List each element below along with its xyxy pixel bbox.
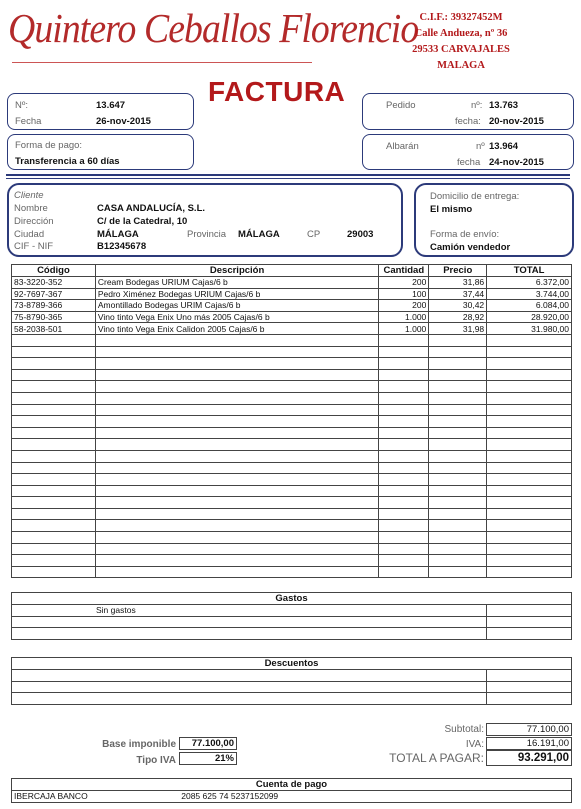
- payment-box: [7, 134, 194, 170]
- item-row: [12, 474, 572, 486]
- item-total: [487, 334, 572, 346]
- item-row: [12, 334, 572, 346]
- item-quantity: [379, 334, 429, 346]
- item-total: [487, 427, 572, 439]
- item-quantity: 1.000: [379, 323, 429, 335]
- item-price: [429, 427, 487, 439]
- item-code: [12, 474, 96, 486]
- item-description: [95, 416, 378, 428]
- item-description: [95, 485, 378, 497]
- item-price: [429, 334, 487, 346]
- gastos-amount: [487, 616, 572, 628]
- item-quantity: 1.000: [379, 311, 429, 323]
- total-value: 93.291,00: [486, 750, 572, 766]
- shipping-method: Camión vendedor: [430, 242, 511, 253]
- item-quantity: [379, 427, 429, 439]
- item-code: [12, 485, 96, 497]
- item-price: [429, 474, 487, 486]
- tipo-iva-label: Tipo IVA: [136, 755, 176, 766]
- divider-thick: [6, 174, 570, 176]
- item-total: [487, 381, 572, 393]
- document-title: FACTURA: [208, 76, 346, 107]
- order-number: 13.763: [489, 100, 519, 111]
- item-row: [12, 485, 572, 497]
- item-price: [429, 450, 487, 462]
- item-total: 3.744,00: [487, 288, 572, 300]
- delivery-note-number: 13.964: [489, 141, 519, 152]
- item-description: [95, 358, 378, 370]
- descuentos-row: [12, 670, 572, 682]
- item-total: [487, 369, 572, 381]
- brand-underline: [12, 62, 312, 63]
- tipo-iva-value: 21%: [179, 752, 237, 765]
- item-total: [487, 416, 572, 428]
- item-price: [429, 439, 487, 451]
- descuentos-row: [12, 681, 572, 693]
- item-row: [12, 555, 572, 567]
- shipping-method-label: Forma de envío:: [430, 229, 500, 240]
- item-price: [429, 532, 487, 544]
- invoice-num-label: Nº:: [15, 100, 28, 111]
- item-description: [95, 474, 378, 486]
- item-row: [12, 427, 572, 439]
- item-row: [12, 450, 572, 462]
- divider-thin: [6, 178, 570, 179]
- col-price-header: Precio: [429, 265, 487, 277]
- account-table: [11, 778, 572, 803]
- descuentos-amount: [487, 670, 572, 682]
- item-price: [429, 462, 487, 474]
- item-total: [487, 450, 572, 462]
- payment-method: Transferencia a 60 días: [15, 156, 120, 167]
- item-quantity: [379, 474, 429, 486]
- client-city-label: Ciudad: [14, 229, 45, 240]
- item-code: [12, 369, 96, 381]
- item-description: Vino tinto Vega Enix Uno más 2005 Cajas/6 b: [95, 311, 378, 323]
- item-description: [95, 508, 378, 520]
- item-quantity: [379, 508, 429, 520]
- item-description: [95, 369, 378, 381]
- item-quantity: [379, 416, 429, 428]
- item-row: [12, 439, 572, 451]
- item-quantity: [379, 358, 429, 370]
- item-code: [12, 543, 96, 555]
- item-row: [12, 323, 572, 335]
- item-row: [12, 543, 572, 555]
- item-description: [95, 404, 378, 416]
- item-code: [12, 555, 96, 567]
- item-quantity: 200: [379, 300, 429, 312]
- account-title: Cuenta de pago: [12, 779, 572, 791]
- item-description: Vino tinto Vega Enix Calidon 2005 Cajas/6 b: [95, 323, 378, 335]
- delivery-note-date-label: fecha: [457, 157, 481, 168]
- item-total: [487, 485, 572, 497]
- item-row: [12, 497, 572, 509]
- delivery-note-date: 24-nov-2015: [489, 157, 544, 168]
- item-description: [95, 334, 378, 346]
- item-total: [487, 566, 572, 578]
- item-quantity: [379, 381, 429, 393]
- item-code: [12, 358, 96, 370]
- gastos-table: [11, 592, 572, 640]
- order-date: 20-nov-2015: [489, 116, 544, 127]
- gastos-row: [12, 605, 572, 617]
- item-quantity: [379, 566, 429, 578]
- col-description-header: Descripción: [95, 265, 378, 277]
- item-code: [12, 450, 96, 462]
- item-description: [95, 462, 378, 474]
- item-description: [95, 566, 378, 578]
- iva-value: 16.191,00: [486, 737, 572, 750]
- item-description: Cream Bodegas URIUM Cajas/6 b: [95, 277, 378, 289]
- item-code: [12, 346, 96, 358]
- client-province-label: Provincia: [187, 229, 227, 240]
- item-description: Pedro Ximénez Bodegas URIUM Cajas/6 b: [95, 288, 378, 300]
- item-quantity: [379, 532, 429, 544]
- company-name: Quintero Ceballos Florencio: [8, 5, 419, 51]
- item-price: [429, 358, 487, 370]
- item-row: [12, 288, 572, 300]
- subtotal-label: Subtotal:: [444, 724, 484, 735]
- client-box: [7, 183, 403, 257]
- item-total: [487, 520, 572, 532]
- item-description: [95, 392, 378, 404]
- order-date-label: fecha:: [455, 116, 481, 127]
- item-total: [487, 358, 572, 370]
- item-row: [12, 277, 572, 289]
- item-price: [429, 485, 487, 497]
- col-code-header: Código: [12, 265, 96, 277]
- item-row: [12, 520, 572, 532]
- company-info: [381, 10, 541, 74]
- item-code: 58-2038-501: [12, 323, 96, 335]
- item-quantity: [379, 439, 429, 451]
- item-description: [95, 520, 378, 532]
- items-header-row: [12, 265, 572, 277]
- item-total: [487, 497, 572, 509]
- account-number: 2085 625 74 5237152099: [179, 791, 571, 803]
- invoice-date-label: Fecha: [15, 116, 42, 127]
- item-total: 6.372,00: [487, 277, 572, 289]
- invoice-date: 26-nov-2015: [96, 116, 151, 127]
- item-total: [487, 532, 572, 544]
- order-label: Pedido: [386, 100, 416, 111]
- item-total: [487, 439, 572, 451]
- item-price: [429, 404, 487, 416]
- item-code: [12, 404, 96, 416]
- item-price: [429, 555, 487, 567]
- item-quantity: [379, 543, 429, 555]
- descuentos-amount: [487, 681, 572, 693]
- company-province: MALAGA: [437, 60, 485, 71]
- descuentos-amount: [487, 693, 572, 705]
- shipping-address: El mismo: [430, 204, 473, 215]
- item-code: [12, 381, 96, 393]
- item-quantity: [379, 369, 429, 381]
- item-total: 31.980,00: [487, 323, 572, 335]
- subtotal-value: 77.100,00: [486, 723, 572, 736]
- order-box: [362, 93, 574, 130]
- gastos-title: Gastos: [12, 593, 572, 605]
- base-imponible-value: 77.100,00: [179, 737, 237, 750]
- item-total: 6.084,00: [487, 300, 572, 312]
- col-total-header: TOTAL: [487, 265, 572, 277]
- item-code: [12, 334, 96, 346]
- item-code: [12, 416, 96, 428]
- client-province: MÁLAGA: [238, 229, 280, 240]
- total-label: TOTAL A PAGAR:: [389, 751, 484, 765]
- gastos-row: [12, 628, 572, 640]
- descuentos-table: [11, 657, 572, 705]
- descuentos-item: [12, 681, 487, 693]
- item-quantity: [379, 555, 429, 567]
- item-description: [95, 346, 378, 358]
- item-quantity: [379, 520, 429, 532]
- descuentos-title: Descuentos: [12, 658, 572, 670]
- item-price: [429, 369, 487, 381]
- gastos-item: [12, 616, 487, 628]
- item-row: [12, 381, 572, 393]
- item-code: 73-8789-366: [12, 300, 96, 312]
- invoice-box: [7, 93, 194, 130]
- item-code: [12, 520, 96, 532]
- item-quantity: [379, 462, 429, 474]
- item-code: 83-3220-352: [12, 277, 96, 289]
- item-total: [487, 404, 572, 416]
- client-cif-label: CIF - NIF: [14, 241, 54, 252]
- item-price: [429, 381, 487, 393]
- item-quantity: 100: [379, 288, 429, 300]
- client-cp-label: CP: [307, 229, 321, 240]
- company-city: 29533 CARVAJALES: [412, 44, 510, 55]
- gastos-amount: [487, 628, 572, 640]
- item-code: 75-8790-365: [12, 311, 96, 323]
- delivery-note-label: Albarán: [386, 141, 419, 152]
- item-quantity: [379, 346, 429, 358]
- item-price: [429, 416, 487, 428]
- item-description: [95, 532, 378, 544]
- item-row: [12, 462, 572, 474]
- iva-label: IVA:: [465, 739, 484, 750]
- client-address-label: Dirección: [14, 216, 54, 227]
- gastos-row: [12, 616, 572, 628]
- account-row: [12, 791, 572, 803]
- item-price: [429, 566, 487, 578]
- gastos-item: [12, 628, 487, 640]
- client-cp: 29003: [347, 229, 374, 240]
- item-price: [429, 392, 487, 404]
- gastos-amount: [487, 605, 572, 617]
- item-price: [429, 520, 487, 532]
- item-description: [95, 439, 378, 451]
- item-quantity: [379, 485, 429, 497]
- item-quantity: [379, 392, 429, 404]
- item-row: [12, 508, 572, 520]
- item-total: [487, 543, 572, 555]
- item-code: [12, 392, 96, 404]
- item-price: 31,98: [429, 323, 487, 335]
- item-row: [12, 392, 572, 404]
- items-table: [11, 264, 572, 578]
- item-description: [95, 381, 378, 393]
- item-row: [12, 416, 572, 428]
- descuentos-item: [12, 693, 487, 705]
- descuentos-row: [12, 693, 572, 705]
- item-code: [12, 439, 96, 451]
- item-code: [12, 462, 96, 474]
- item-row: [12, 404, 572, 416]
- client-name-label: Nombre: [14, 203, 48, 214]
- item-row: [12, 346, 572, 358]
- client-city: MÁLAGA: [97, 229, 139, 240]
- item-total: [487, 392, 572, 404]
- order-num-label: nº:: [471, 100, 483, 111]
- item-total: [487, 555, 572, 567]
- account-bank: IBERCAJA BANCO: [12, 791, 180, 803]
- item-total: [487, 508, 572, 520]
- item-price: [429, 543, 487, 555]
- item-row: [12, 369, 572, 381]
- item-price: 37,44: [429, 288, 487, 300]
- item-code: [12, 508, 96, 520]
- item-price: [429, 508, 487, 520]
- client-cif: B12345678: [97, 241, 147, 252]
- item-price: [429, 346, 487, 358]
- item-row: [12, 300, 572, 312]
- item-row: [12, 311, 572, 323]
- item-description: Amontillado Bodegas URIM Cajas/6 b: [95, 300, 378, 312]
- item-quantity: 200: [379, 277, 429, 289]
- invoice-number: 13.647: [96, 100, 126, 111]
- item-description: [95, 543, 378, 555]
- item-quantity: [379, 497, 429, 509]
- item-total: [487, 462, 572, 474]
- client-name: CASA ANDALUCÍA, S.L.: [97, 203, 206, 214]
- item-description: [95, 450, 378, 462]
- item-price: [429, 497, 487, 509]
- item-description: [95, 497, 378, 509]
- client-section-label: Cliente: [14, 190, 44, 201]
- payment-label: Forma de pago:: [15, 140, 83, 151]
- col-quantity-header: Cantidad: [379, 265, 429, 277]
- item-price: 31,86: [429, 277, 487, 289]
- company-cif: C.I.F.: 39327452M: [419, 12, 503, 23]
- item-description: [95, 427, 378, 439]
- client-address: C/ de la Catedral, 10: [97, 216, 188, 227]
- item-quantity: [379, 404, 429, 416]
- item-description: [95, 555, 378, 567]
- delivery-note-box: [362, 134, 574, 170]
- item-price: 30,42: [429, 300, 487, 312]
- item-row: [12, 358, 572, 370]
- item-code: [12, 427, 96, 439]
- gastos-first-item: Sin gastos: [12, 605, 487, 617]
- shipping-box: [414, 183, 574, 257]
- item-code: [12, 532, 96, 544]
- descuentos-item: [12, 670, 487, 682]
- shipping-address-label: Domicilio de entrega:: [430, 191, 520, 202]
- item-price: 28,92: [429, 311, 487, 323]
- item-code: 92-7697-367: [12, 288, 96, 300]
- item-code: [12, 566, 96, 578]
- item-total: [487, 474, 572, 486]
- company-street: Calle Andueza, nº 36: [414, 28, 508, 39]
- base-imponible-label: Base imponible: [102, 739, 176, 750]
- item-total: [487, 346, 572, 358]
- delivery-note-num-label: nº: [476, 141, 485, 152]
- item-row: [12, 566, 572, 578]
- item-total: 28.920,00: [487, 311, 572, 323]
- items-body: [12, 277, 572, 578]
- item-row: [12, 532, 572, 544]
- item-quantity: [379, 450, 429, 462]
- item-code: [12, 497, 96, 509]
